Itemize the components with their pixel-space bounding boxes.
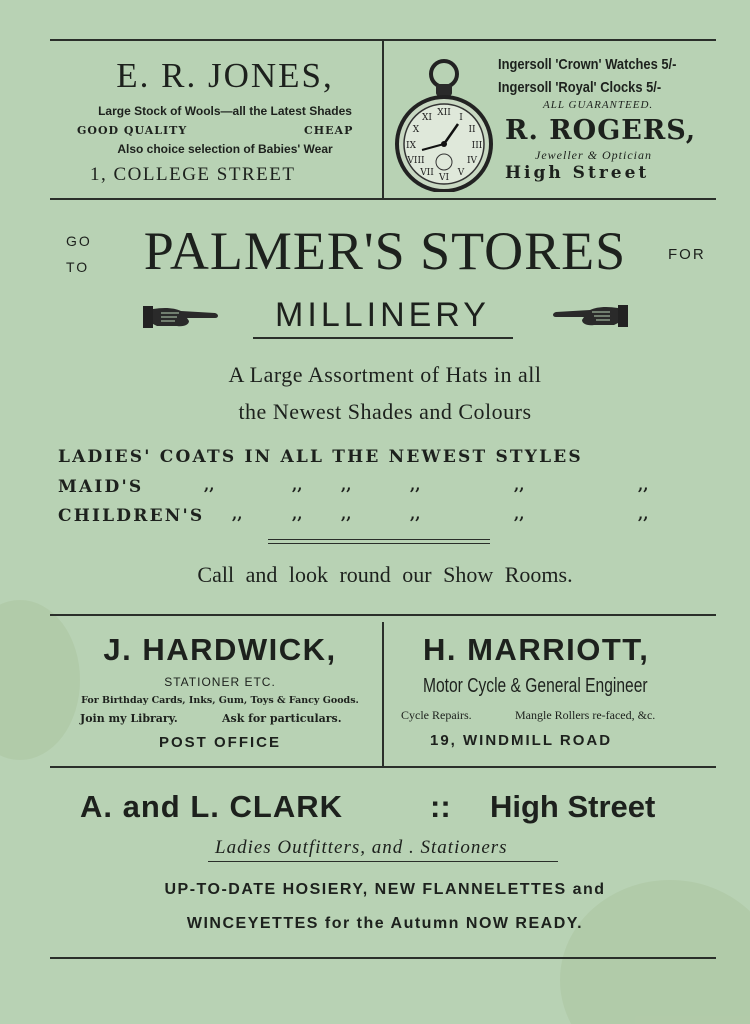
clark-trade: Ladies Outfitters, and . Stationers bbox=[215, 837, 508, 858]
rogers-guarantee: ALL GUARANTEED. bbox=[543, 99, 654, 111]
clark-street: High Street bbox=[490, 789, 656, 824]
palmer-name: PALMER'S STORES bbox=[143, 221, 627, 281]
svg-text:XI: XI bbox=[422, 113, 432, 123]
divider-line bbox=[268, 539, 490, 540]
svg-text:XII: XII bbox=[437, 108, 451, 118]
rogers-clocks: Ingersoll 'Royal' Clocks 5/- bbox=[498, 79, 662, 96]
jones-cheap: CHEAP bbox=[304, 124, 354, 137]
palmer-for: FOR bbox=[668, 246, 706, 263]
marriott-mangle: Mangle Rollers re-faced, &c. bbox=[515, 708, 656, 722]
ditto-mark: ,, bbox=[341, 476, 352, 494]
jones-name: E. R. JONES, bbox=[116, 56, 334, 95]
ditto-mark: ,, bbox=[341, 505, 352, 523]
svg-text:V: V bbox=[457, 168, 465, 178]
marriott-trade: Motor Cycle & General Engineer bbox=[423, 675, 648, 697]
millinery-underline bbox=[253, 337, 513, 339]
marriott-repairs: Cycle Repairs. bbox=[401, 708, 472, 722]
jones-address: 1, COLLEGE STREET bbox=[90, 164, 296, 185]
clark-winceyettes-line: WINCEYETTES for the Autumn NOW READY. bbox=[186, 915, 584, 932]
pointing-hand-left-icon bbox=[552, 303, 628, 329]
ditto-mark: ,, bbox=[292, 505, 303, 523]
bottom-rule bbox=[50, 957, 716, 959]
ditto-mark: ,, bbox=[410, 505, 421, 523]
marriott-address: 19, WINDMILL ROAD bbox=[430, 732, 613, 749]
svg-text:III: III bbox=[471, 141, 483, 151]
pocket-watch-icon bbox=[392, 50, 496, 192]
marriott-name: H. MARRIOTT, bbox=[423, 632, 650, 667]
hardwick-library: Join my Library. bbox=[80, 712, 178, 725]
svg-text:VIII: VIII bbox=[407, 156, 425, 166]
divider-line bbox=[268, 543, 490, 544]
ditto-mark: ,, bbox=[638, 476, 649, 494]
jones-wools-line: Large Stock of Wools—all the Latest Shades bbox=[98, 104, 352, 118]
palmer-hats-line2: the Newest Shades and Colours bbox=[238, 399, 532, 424]
ditto-mark: ,, bbox=[514, 476, 525, 494]
ditto-mark: ,, bbox=[292, 476, 303, 494]
jones-good-quality: GOOD QUALITY bbox=[77, 124, 188, 137]
paper-stain bbox=[560, 880, 750, 1024]
svg-text:I: I bbox=[459, 113, 463, 123]
hardwick-ask: Ask for particulars. bbox=[222, 712, 342, 725]
palmer-call-line: Call and look round our Show Rooms. bbox=[197, 562, 573, 587]
jones-babies-wear: Also choice selection of Babies' Wear bbox=[117, 142, 333, 156]
palmer-hats-line1: A Large Assortment of Hats in all bbox=[228, 362, 542, 387]
middle-divider bbox=[382, 622, 384, 766]
ditto-mark: ,, bbox=[410, 476, 421, 494]
hardwick-name: J. HARDWICK, bbox=[103, 632, 337, 667]
rogers-watches: Ingersoll 'Crown' Watches 5/- bbox=[498, 56, 677, 73]
svg-text:VII: VII bbox=[420, 168, 434, 178]
palmer-maids: MAID'S bbox=[58, 477, 144, 497]
hardwick-post-office: POST OFFICE bbox=[158, 734, 281, 751]
palmer-to: TO bbox=[66, 259, 90, 275]
pointing-hand-right-icon bbox=[143, 304, 219, 330]
palmer-childrens: CHILDREN'S bbox=[58, 506, 205, 526]
svg-text:VI: VI bbox=[438, 173, 450, 183]
ditto-mark: ,, bbox=[204, 476, 215, 494]
ditto-mark: ,, bbox=[232, 505, 243, 523]
ditto-mark: ,, bbox=[638, 505, 649, 523]
rogers-trade: Jeweller & Optician bbox=[535, 148, 652, 162]
hardwick-trade: STATIONER ETC. bbox=[164, 675, 276, 689]
palmer-ladies-coats: LADIES' COATS IN ALL THE NEWEST STYLES bbox=[58, 447, 583, 467]
rule-above-middle bbox=[50, 614, 716, 616]
ditto-mark: ,, bbox=[514, 505, 525, 523]
svg-text:IV: IV bbox=[466, 156, 478, 166]
rule-below-middle bbox=[50, 766, 716, 768]
svg-text:II: II bbox=[468, 125, 476, 135]
clark-trade-underline bbox=[208, 861, 558, 862]
clark-separator: :: bbox=[430, 789, 451, 824]
clark-hosiery-line: UP-TO-DATE HOSIERY, NEW FLANNELETTES and bbox=[164, 881, 606, 898]
rule-below-top bbox=[50, 198, 716, 200]
palmer-millinery: MILLINERY bbox=[275, 296, 490, 334]
svg-text:IX: IX bbox=[406, 141, 416, 151]
clark-name: A. and L. CLARK bbox=[80, 789, 343, 824]
palmer-go: GO bbox=[66, 233, 92, 249]
svg-text:X: X bbox=[412, 125, 420, 135]
hardwick-goods: For Birthday Cards, Inks, Gum, Toys & Fancy Goods. bbox=[81, 695, 359, 706]
rogers-street: High Street bbox=[505, 163, 650, 183]
rogers-name: R. ROGERS, bbox=[505, 115, 697, 146]
